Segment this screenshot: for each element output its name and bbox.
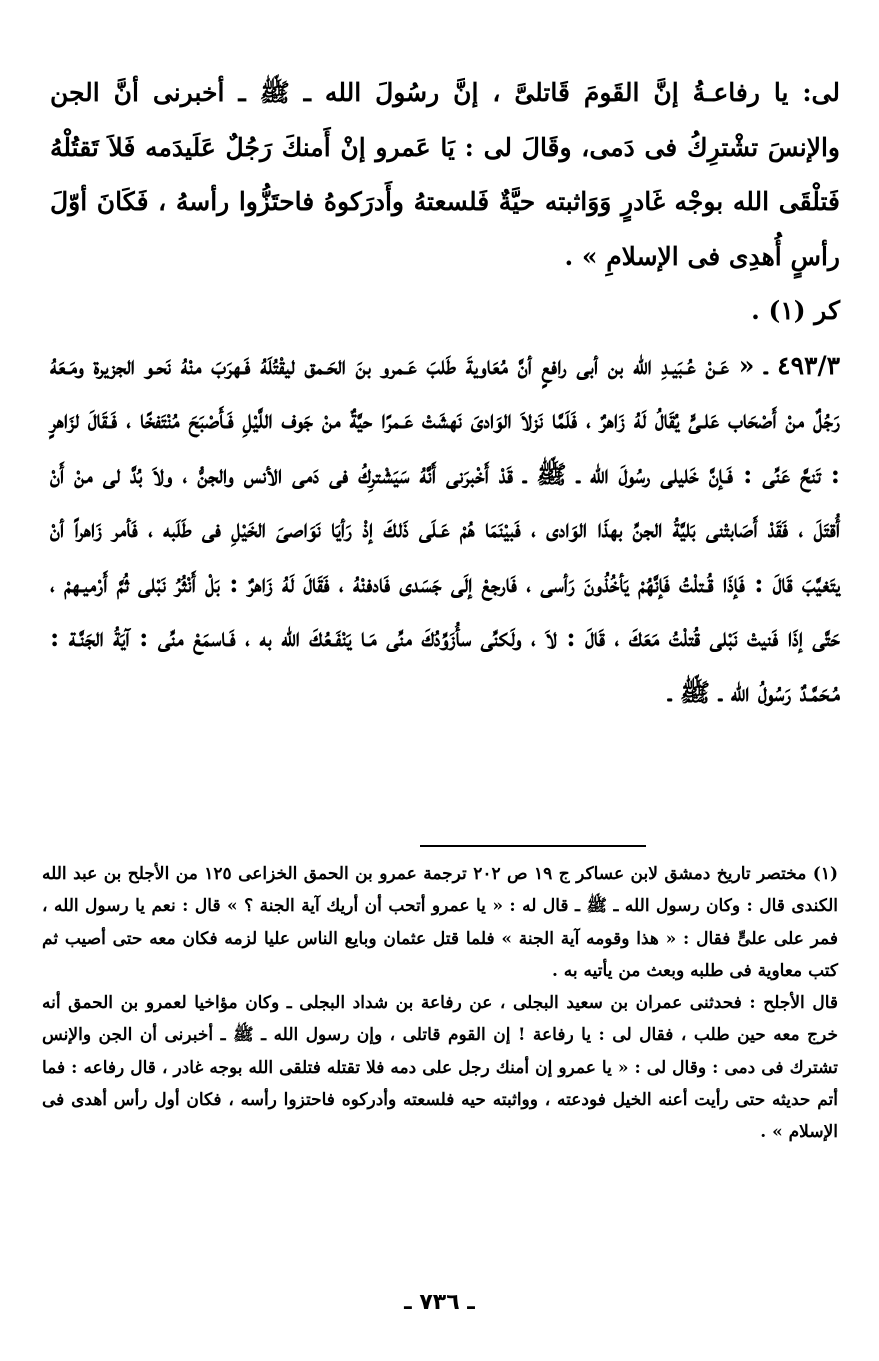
footnote-divider [420,845,646,847]
source-reference: كر (١) . [751,296,840,325]
page-number: ـ ٧٣٦ ـ [404,1290,475,1315]
main-paragraph-2: ٤٩٣/٣ ـ « عَـنْ عُـبَيـدِ الله بن أبى رافعٍ أنَّ مُعَاويةَ طَلبَ عَـمرو بنَ الحَـمق ليقْتُلَهُ فَـهرَبَ منْهُ نَحـو الجزيرة ومَـعَهُ رَجُلٌ منْ أَصْحَاب عَلـىٍّ يُقَالُ لَهُ زَاهرٌ ، فَلَمَّا نَزلاَ الوَادىَ نَهشَتْ عَـمرًا حيَّةٌ منْ جَوف اللَّيْلِ فَـأَصْبَحَ مُنْتَفخًا ، فَـقَالَ لزَاهرٍ : تَنحَّ عَنِّى : فَـإنَّ خَليلى رسُولَ الله ـ ﷺ ـ قَدْ أَخْبرَنى أَنَّهُ سَيَشْترِكُ فى دَمى الأنس والجنُّ ، ولاَ بُدَّ لى منْ أَنْ أُقتَلَ ، فَقَدْ أَصَابتْنى بَليَّةُ الجنِّ بهذَا الوَادى ، فَبيْنَمَا هُمْ عَـلَى ذَلكَ إذْ رَأيَا نَوَاصىَ الخَيْلِ فى طَلَبه ، فَأمر زَاهراً أنْ يتَغيَّبَ قَالَ : فَإذَا قُـتلْتُ فَإنَّهُمْ يَأخُذُونَ رَأسى ، فَارجعْ إلَى جَسَدى فَادفنْهُ ، فَقَالَ لَهُ زَاهرٌ : بَلْ أَنْثُرُ نَبْلى ثُمَّ أَرْميـهمْ ، حَتَّى إذَا فَنيتْ نَبْلى قُتلْتُ مَعَكَ ، قَالَ : لاَ ، ولَكنِّى سأُزَوِّدُكَ منِّى مَـا يَنْفَـعُكَ الله به ، فَـاسمَعْ منِّى : آيَةُ الجَنَّـة : مُـحَمَّـدٌ رَسُولُ الله ـ ﷺ ـ [50,350,840,707]
footnote-1: (١) مختصر تاريخ دمشق لابن عساكر ج ١٩ ص ٢٠٢ ترجمة عمرو بن الحمق الخزاعى ١٢٥ من الأجلح بن عبد الله الكندى قال : وكان رسول الله ـ ﷺ ـ قال له : « يا عمرو أتحب أن أريك آية الجنة ؟ » قال : نعم يا رسول الله ، فمر على علىٍّ فقال : « هذا وقومه آية الجنة » فلما قتل عثمان وبايع الناس عليا لزمه فكان معه حتى أصيب ثم كتب معاوية فى طلبه وبعث من يأتيه به . [42,864,839,981]
main-text [50,66,840,720]
footnotes [42,858,838,1149]
footnote-2: قال الأجلح : فحدثنى عمران بن سعيد البجلى ، عن رفاعة بن شداد البجلى ـ وكان مؤاخيا لعمرو بن الحمق أنه خرج معه حين طلب ، فقال لى : يا رفاعة ! إن القوم قاتلى ، وإن رسول الله ـ ﷺ ـ أخبرنى أن الجن والإنس تشترك فى دمى : وقال لى : « يا عمرو إن أمنك رجل على دمه فلا تقتله فتلقى الله بوجه غادر ، قال رفاعه : فما أتم حديثه حتى رأيت أعنه الخيل فودعته ، وواثبته حيه فلسعته وأدركوه فاحتزوا رأسه ، فكان أول رأس أهدى فى الإسلام » . [42,993,838,1143]
main-paragraph-1: لى: يا رفاعـةُ إنَّ القَومَ قَاتلىَّ ، إنَّ رسُولَ الله ـ ﷺ ـ أخبرنى أنَّ الجن والإنسَ تشْترِكُ فى دَمى، وقَالَ لى : يَا عَمرو إنْ أَمنكَ رَجُلٌ عَلَيدَمه فَلاَ تَقتُلْهُ فَتلْقَى الله بوجْه غَادرٍ وَوَاثبته حيَّةٌ فَلسعتهُ وأَدرَكوهُ فاحتَزُّوا رأسهُ ، فَكَانَ أوّلَ رأسٍ أُهدِى فى الإسلامِ » . [50,78,840,271]
